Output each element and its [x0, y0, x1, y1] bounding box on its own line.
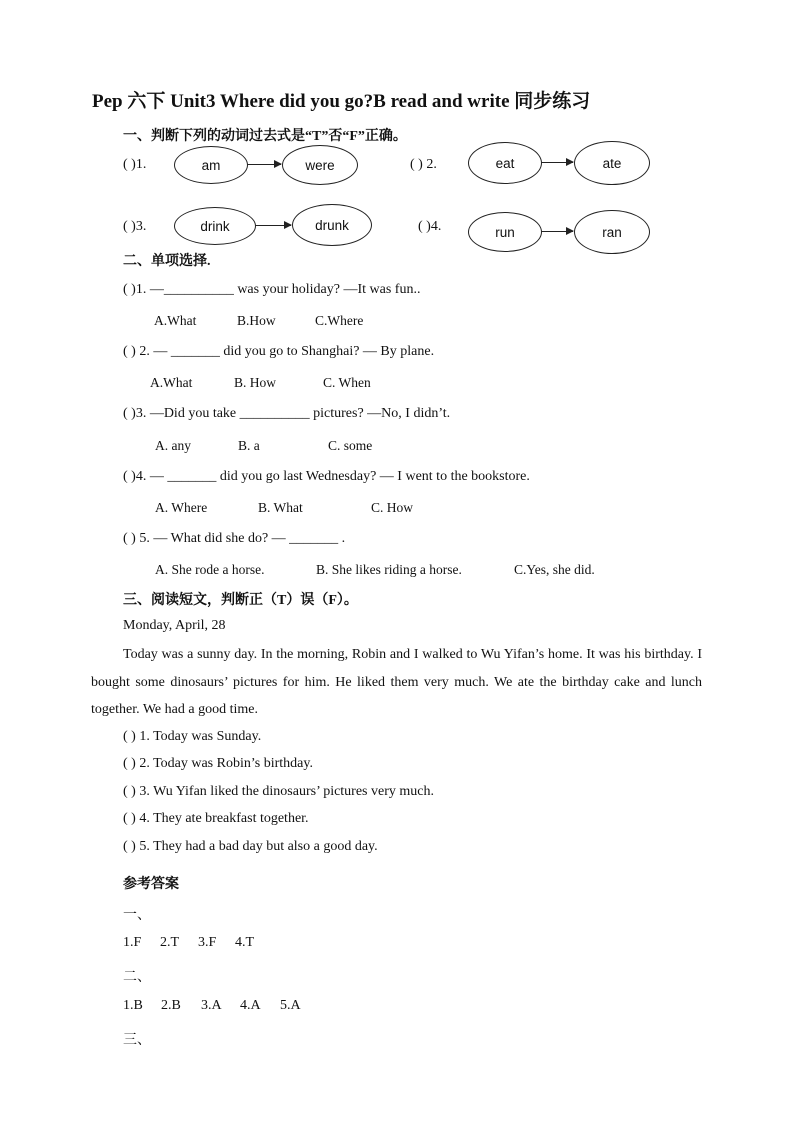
section1-heading: 一、判断下列的动词过去式是“T”否“F”正确。 [123, 129, 407, 144]
answers-s1-label: 一、 [123, 908, 151, 923]
s2-q4-opt-a: A. Where [155, 500, 208, 515]
s3-statement-5: ( ) 5. They had a bad day but also a good day. [123, 839, 378, 854]
s3-statement-3: ( ) 3. Wu Yifan liked the dinosaurs’ pictures very much. [123, 784, 434, 799]
s2-q1-opt-c: C.Where [315, 313, 364, 328]
answers-s3-label: 三、 [123, 1033, 151, 1048]
answers-s2-label: 二、 [123, 970, 151, 985]
answers-s2-a3: 3.A [201, 998, 222, 1013]
s2-q5-opt-a: A. She rode a horse. [155, 562, 265, 577]
s2-q2-opt-c: C. When [323, 375, 371, 390]
passage-date: Monday, April, 28 [123, 618, 226, 633]
s1-item2-word: eat [468, 142, 542, 184]
answers-s1-a3: 3.F [198, 935, 217, 950]
answers-heading: 参考答案 [123, 877, 179, 892]
section2-heading: 二、单项选择. [123, 254, 211, 269]
s2-q4-opt-b: B. What [258, 500, 303, 515]
s1-item3-label: ( )3. [123, 219, 147, 234]
s1-item4-past: ran [574, 210, 650, 254]
s1-item3-past: drunk [292, 204, 372, 246]
answers-s1-a4: 4.T [235, 935, 255, 950]
s2-q5-opt-c: C.Yes, she did. [514, 562, 595, 577]
s2-q1-opt-b: B.How [237, 313, 276, 328]
section3-heading: 三、阅读短文，判断正（T）误（F）。 [123, 593, 358, 608]
s1-item1-label: ( )1. [123, 157, 147, 172]
arrow-icon [541, 231, 573, 232]
arrow-icon [255, 225, 291, 226]
page-title: Pep 六下 Unit3 Where did you go?B read and write 同步练习 [92, 91, 591, 112]
answers-s2-a5: 5.A [280, 998, 301, 1013]
s2-q3-opt-b: B. a [238, 438, 260, 453]
s3-statement-1: ( ) 1. Today was Sunday. [123, 729, 262, 744]
s2-q5-opt-b: B. She likes riding a horse. [316, 562, 462, 577]
s2-q3-opt-c: C. some [328, 438, 373, 453]
arrow-icon [541, 162, 573, 163]
s2-q5: ( ) 5. — What did she do? — _______ . [123, 531, 346, 546]
s1-item3-word: drink [174, 207, 256, 245]
s1-item1-past: were [282, 145, 358, 185]
s1-item1-word: am [174, 146, 248, 184]
s2-q4: ( )4. — _______ did you go last Wednesday? — I went to the bookstore. [123, 469, 530, 484]
s2-q3-opt-a: A. any [155, 438, 191, 453]
s2-q2-opt-a: A.What [150, 375, 193, 390]
reading-passage: Today was a sunny day. In the morning, Robin and I walked to Wu Yifan’s home. It was his birthday. I bought some dinosaurs’ pictures for him. He liked them very much. We ate the birthday cake and lunch together. We had a good time. [91, 647, 702, 717]
s2-q2-opt-b: B. How [234, 375, 277, 390]
s1-item4-label: ( )4. [418, 219, 442, 234]
arrow-icon [247, 164, 281, 165]
s1-item2-past: ate [574, 141, 650, 185]
answers-s1-a2: 2.T [160, 935, 180, 950]
s3-statement-4: ( ) 4. They ate breakfast together. [123, 811, 309, 826]
s3-statement-2: ( ) 2. Today was Robin’s birthday. [123, 756, 313, 771]
answers-s2-a4: 4.A [240, 998, 261, 1013]
answers-s1-a1: 1.F [123, 935, 142, 950]
s1-item4-word: run [468, 212, 542, 252]
s2-q1: ( )1. —__________ was your holiday? —It was fun.. [123, 282, 421, 297]
s2-q4-opt-c: C. How [371, 500, 414, 515]
s2-q3: ( )3. —Did you take __________ pictures? —No, I didn’t. [123, 406, 451, 421]
s1-item2-label: ( ) 2. [410, 157, 437, 172]
s2-q1-opt-a: A.What [154, 313, 197, 328]
answers-s2-a2: 2.B [161, 998, 181, 1013]
answers-s2-a1: 1.B [123, 998, 143, 1013]
s2-q2: ( ) 2. — _______ did you go to Shanghai? — By plane. [123, 344, 435, 359]
